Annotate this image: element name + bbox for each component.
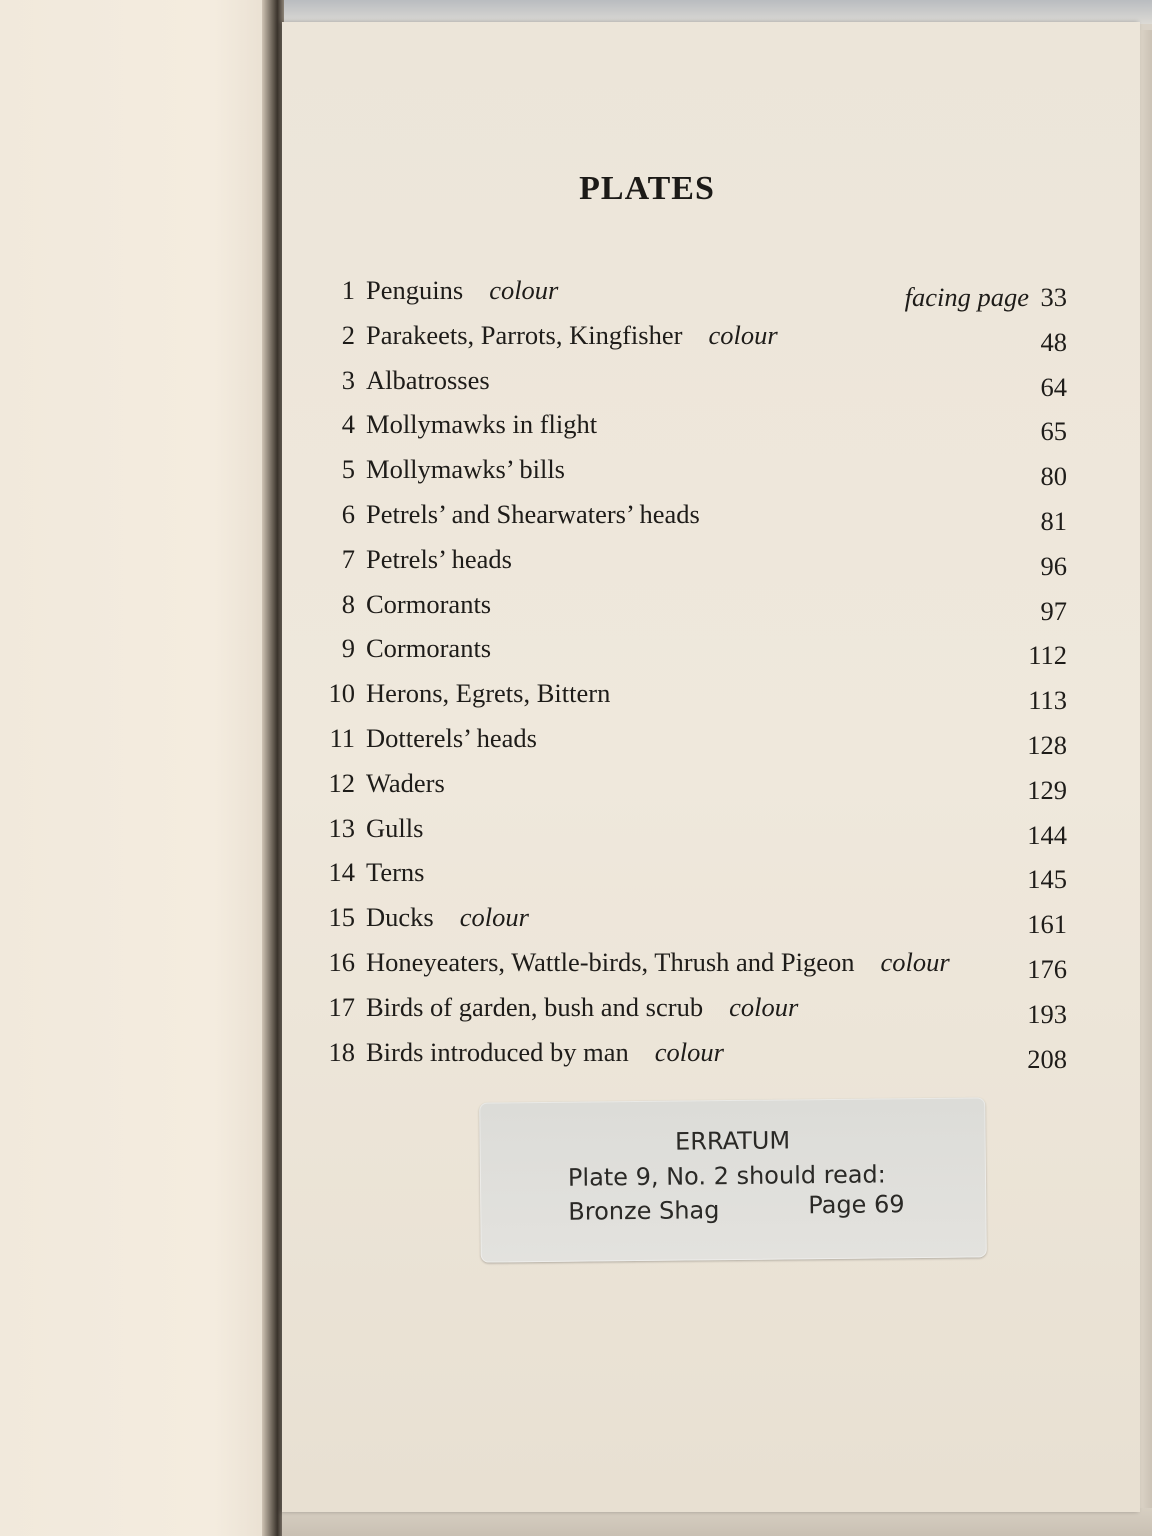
plate-row [300, 716, 1075, 761]
erratum-heading: ERRATUM [674, 1126, 791, 1156]
plate-page-number: 96 [1040, 550, 1067, 581]
plate-number: 5 [341, 454, 355, 485]
plate-title-wrap [366, 806, 423, 851]
plate-row [300, 895, 1075, 940]
plate-row [300, 537, 1075, 582]
plate-row [300, 1030, 1075, 1075]
plate-number: 16 [328, 946, 355, 977]
erratum-text: Plate 9, No. 2 should read: [567, 1160, 886, 1192]
plate-row [300, 626, 1075, 671]
plate-title-wrap [366, 761, 445, 806]
plate-title: Dotterels’ heads [366, 722, 537, 753]
plate-page-number: 161 [1027, 909, 1067, 940]
plate-title-wrap [366, 358, 490, 403]
plate-row [300, 402, 1075, 447]
plate-row [300, 671, 1075, 716]
plate-number: 15 [328, 902, 355, 933]
plate-page-number: 144 [1027, 819, 1067, 850]
plate-title-wrap [366, 492, 700, 537]
plate-colour-note: colour [729, 991, 799, 1022]
plate-title-wrap [366, 313, 778, 358]
plate-title: Honeyeaters, Wattle-birds, Thrush and Pigeon [366, 946, 855, 977]
plate-title: Albatrosses [366, 364, 490, 395]
plate-page-number: 176 [1027, 953, 1067, 984]
plate-title-wrap [366, 582, 491, 627]
plate-title-wrap [366, 537, 512, 582]
plate-number: 7 [341, 543, 355, 574]
plate-number: 12 [328, 767, 355, 798]
plate-number: 11 [329, 722, 355, 753]
plate-row [300, 492, 1075, 537]
plate-title-wrap [366, 716, 537, 761]
plate-colour-note: colour [654, 1036, 724, 1067]
plate-row [300, 358, 1075, 403]
left-blank-page [0, 0, 268, 1536]
plate-title: Cormorants [366, 633, 492, 664]
plate-title-wrap [366, 895, 529, 940]
plate-number: 3 [341, 364, 355, 395]
plate-title: Birds of garden, bush and scrub [366, 991, 704, 1022]
book-gutter [262, 0, 284, 1536]
erratum-page-ref: Page 69 [808, 1190, 905, 1220]
plate-title-wrap [366, 940, 950, 985]
plate-colour-note: colour [489, 275, 559, 305]
plate-row [300, 985, 1075, 1030]
plate-colour-note: colour [880, 946, 950, 977]
plate-colour-note: colour [459, 902, 529, 933]
plate-number: 18 [328, 1036, 355, 1067]
plate-title: Petrels’ heads [366, 543, 512, 574]
plate-title: Petrels’ and Shearwaters’ heads [366, 498, 700, 529]
plate-title: Herons, Egrets, Bittern [366, 678, 611, 709]
plate-row [300, 582, 1075, 627]
plate-row [300, 313, 1075, 358]
plate-row [300, 447, 1075, 492]
page-title: PLATES [579, 170, 715, 207]
plate-title-wrap [366, 447, 565, 492]
plate-title: Penguins [366, 275, 464, 305]
plate-title: Ducks [366, 902, 434, 933]
plate-number: 17 [328, 991, 355, 1022]
plate-title: Birds introduced by man [366, 1036, 629, 1067]
plate-row [300, 806, 1075, 851]
plate-number: 10 [328, 678, 355, 709]
plate-page-number: 33 [1040, 282, 1067, 312]
plate-title-wrap [366, 671, 610, 716]
facing-page-label: facing page [904, 282, 1029, 312]
plate-row [300, 850, 1075, 895]
plate-page-number: 48 [1040, 326, 1067, 357]
plate-title-wrap [366, 626, 491, 671]
plate-title-wrap [366, 985, 798, 1030]
plate-page-number: 112 [1028, 640, 1067, 671]
background-top-strip [270, 0, 1152, 24]
plate-page-number: 64 [1040, 371, 1067, 402]
plate-title-wrap [366, 268, 558, 313]
plate-page-number: 65 [1040, 416, 1067, 447]
plate-number: 4 [341, 409, 355, 440]
plate-page-number: 80 [1040, 461, 1067, 492]
plate-row [300, 940, 1075, 985]
plate-title-wrap [366, 850, 425, 895]
plate-page-number: 128 [1027, 729, 1067, 760]
plate-title: Mollymawks in flight [366, 409, 598, 440]
plate-number: 2 [341, 319, 355, 350]
plate-page-number: 129 [1027, 774, 1067, 805]
plate-title: Mollymawks’ bills [366, 454, 565, 485]
plate-title-wrap [366, 402, 597, 447]
plate-page-number: 113 [1028, 685, 1067, 716]
plate-number: 14 [328, 857, 355, 888]
plate-row [300, 761, 1075, 806]
plate-title: Terns [366, 857, 425, 888]
page-bottom-edge [282, 1508, 1152, 1536]
plate-title: Gulls [366, 812, 424, 843]
plate-page-number: 193 [1027, 998, 1067, 1029]
plate-title: Cormorants [366, 588, 492, 619]
plate-page-number: 97 [1040, 595, 1067, 626]
erratum-slip [479, 1097, 987, 1262]
plates-list [300, 268, 1075, 1074]
plate-number: 9 [341, 633, 355, 664]
plate-page-number: 81 [1040, 505, 1067, 536]
plate-title-wrap [366, 1030, 724, 1075]
plate-title: Waders [366, 767, 445, 798]
plate-page-number: 145 [1027, 864, 1067, 895]
plate-number: 13 [328, 812, 355, 843]
plate-colour-note: colour [708, 319, 778, 350]
plate-number: 8 [341, 588, 355, 619]
plate-title: Parakeets, Parrots, Kingfisher [366, 319, 683, 350]
plate-page-number: 208 [1027, 1043, 1067, 1074]
plate-number: 1 [341, 275, 355, 305]
plate-row [300, 268, 1075, 313]
plate-number: 6 [341, 498, 355, 529]
erratum-bird-name: Bronze Shag [568, 1196, 720, 1226]
